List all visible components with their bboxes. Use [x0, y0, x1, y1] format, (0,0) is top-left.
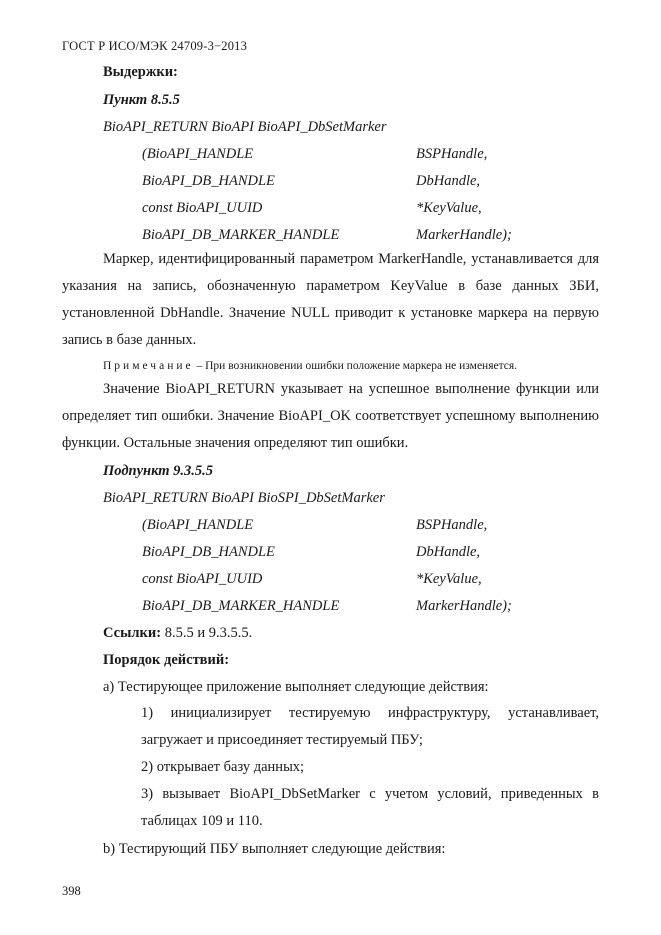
references-label: Ссылки: — [103, 625, 162, 641]
param-name: BSPHandle, — [416, 146, 488, 162]
param-name: *KeyValue, — [416, 571, 482, 587]
clause-1-signature: BioAPI_RETURN BioAPI BioAPI_DbSetMarker — [103, 119, 387, 135]
param-type: const BioAPI_UUID — [142, 571, 263, 587]
list-item: 2) открывает базу данных; — [141, 759, 305, 775]
param-type: BioAPI_DB_MARKER_HANDLE — [142, 227, 340, 243]
param-type: BioAPI_DB_HANDLE — [142, 173, 275, 189]
clause-2-signature: BioAPI_RETURN BioAPI BioSPI_DbSetMarker — [103, 490, 385, 506]
excerpts-heading: Выдержки: — [103, 64, 178, 80]
param-name: DbHandle, — [416, 544, 481, 560]
return-value-paragraph: Значение BioAPI_RETURN указывает на успешное выполнение функции или определяет тип ошибки. Значение BioAPI_OK соответствует успешному выполнению функции. Остальные значения определяют тип ошибки. — [62, 381, 599, 451]
param-type: BioAPI_DB_MARKER_HANDLE — [142, 598, 340, 614]
references — [103, 626, 252, 641]
references-text: 8.5.5 и 9.3.5.5. — [161, 625, 253, 641]
page-number: 398 — [62, 884, 81, 898]
procedure-heading: Порядок действий: — [103, 652, 230, 668]
note-text: – При возникновении ошибки положение маркера не изменяется. — [193, 360, 518, 372]
param-name: *KeyValue, — [416, 200, 482, 216]
list-item: 1) инициализирует тестируемую инфраструктуру, устанавливает, загружает и присоединяет тестируемый ПБУ; — [141, 705, 599, 748]
param-type: (BioAPI_HANDLE — [142, 146, 254, 162]
page-header: ГОСТ Р ИСО/МЭК 24709-3−2013 — [62, 39, 248, 53]
step-a: а) Тестирующее приложение выполняет следующие действия: — [103, 679, 489, 695]
marker-description-paragraph: Маркер, идентифицированный параметром MarkerHandle, устанавливается для указания на запись, обозначенную параметром KeyValue в базе данных ЗБИ, установленной DbHandle. Значение NULL приводит к установке маркера на первую запись в базе данных. — [62, 251, 599, 348]
clause-2-title: Подпункт 9.3.5.5 — [103, 463, 214, 479]
note — [103, 360, 517, 372]
param-type: const BioAPI_UUID — [142, 200, 263, 216]
param-type: (BioAPI_HANDLE — [142, 517, 254, 533]
param-type: BioAPI_DB_HANDLE — [142, 544, 275, 560]
param-name: MarkerHandle); — [416, 227, 512, 243]
param-name: BSPHandle, — [416, 517, 488, 533]
step-b: b) Тестирующий ПБУ выполняет следующие действия: — [103, 841, 446, 857]
param-name: MarkerHandle); — [416, 598, 512, 614]
list-item: 3) вызывает BioAPI_DbSetMarker с учетом условий, приведенных в таблицах 109 и 110. — [141, 786, 599, 829]
note-label: Примечание — [103, 360, 194, 372]
param-name: DbHandle, — [416, 173, 481, 189]
clause-1-title: Пункт 8.5.5 — [103, 92, 180, 108]
